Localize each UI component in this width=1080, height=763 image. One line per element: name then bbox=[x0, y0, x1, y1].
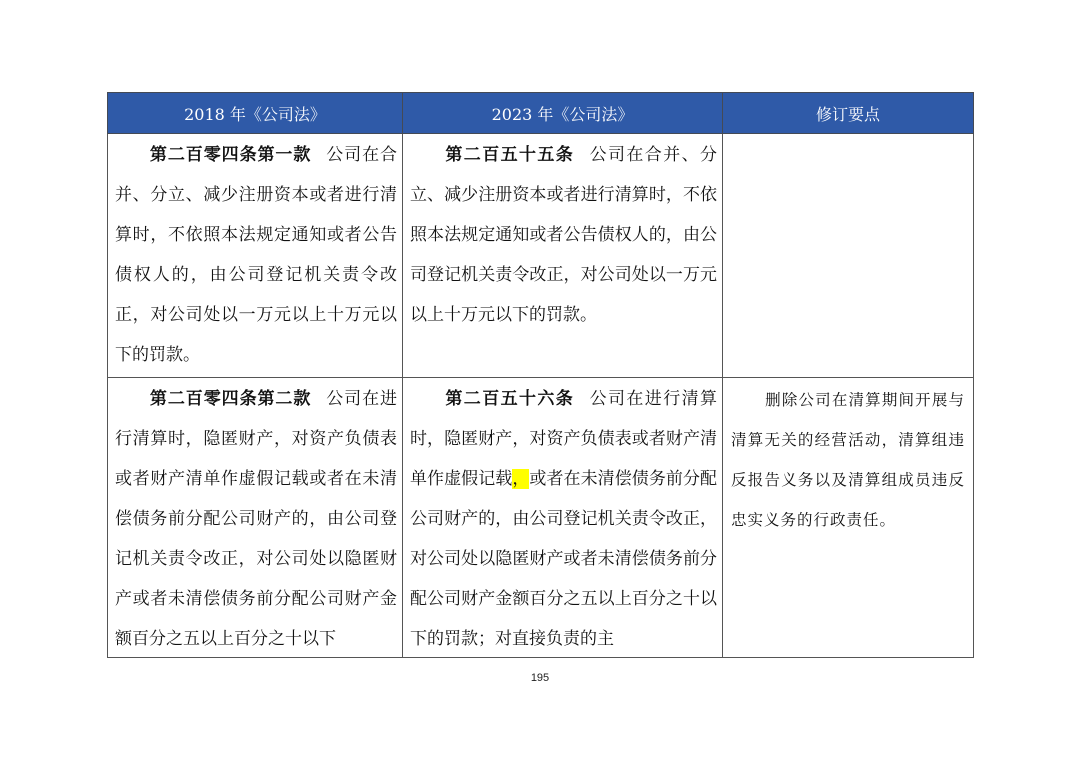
highlighted-text: ， bbox=[512, 469, 530, 489]
header-row bbox=[108, 93, 974, 134]
comparison-table bbox=[107, 92, 974, 658]
revision-note-cell bbox=[723, 134, 974, 378]
header-2023-law: 2023 年《公司法》 bbox=[403, 93, 723, 134]
article-text: 公司在合并、分立、减少注册资本或者进行清算时，不依照本法规定通知或者公告债权人的，由公司登记机关责令改正，对公司处以一万元以上十万元以下的罚款。 bbox=[115, 145, 398, 365]
new-law-cell bbox=[403, 378, 723, 658]
header-2018-law: 2018 年《公司法》 bbox=[108, 93, 403, 134]
article-text: 公司在进行清算时，隐匿财产，对资产负债表或者财产清单作虚假记载 bbox=[410, 389, 717, 489]
old-law-cell bbox=[108, 134, 403, 378]
article-number: 第二百五十六条 bbox=[444, 389, 575, 409]
table-row bbox=[108, 378, 974, 658]
table-row bbox=[108, 134, 974, 378]
page-number: 195 bbox=[530, 672, 550, 684]
article-number: 第二百五十五条 bbox=[444, 145, 575, 165]
header-revision-points: 修订要点 bbox=[723, 93, 974, 134]
article-number: 第二百零四条第一款 bbox=[149, 145, 312, 165]
article-number: 第二百零四条第二款 bbox=[149, 389, 312, 409]
article-text: 公司在进行清算时，隐匿财产，对资产负债表或者财产清单作虚假记载或者在未清偿债务前分配公司财产的，由公司登记机关责令改正，对公司处以隐匿财产或者未清偿债务前分配公司财产金额百分之五以上百分之十以下 bbox=[115, 389, 397, 649]
new-law-cell bbox=[403, 134, 723, 378]
article-text: 公司在合并、分立、减少注册资本或者进行清算时，不依照本法规定通知或者公告债权人的，由公司登记机关责令改正，对公司处以一万元以上十万元以下的罚款。 bbox=[410, 145, 718, 325]
revision-note-text: 删除公司在清算期间开展与清算无关的经营活动，清算组违反报告义务以及清算组成员违反忠实义务的行政责任。 bbox=[731, 391, 965, 529]
old-law-cell bbox=[108, 378, 403, 658]
revision-note-cell bbox=[723, 378, 974, 658]
article-text: 或者在未清偿债务前分配公司财产的，由公司登记机关责令改正，对公司处以隐匿财产或者未清偿债务前分配公司财产金额百分之五以上百分之十以下的罚款；对直接负责的主 bbox=[410, 469, 717, 649]
table-header bbox=[108, 93, 974, 134]
